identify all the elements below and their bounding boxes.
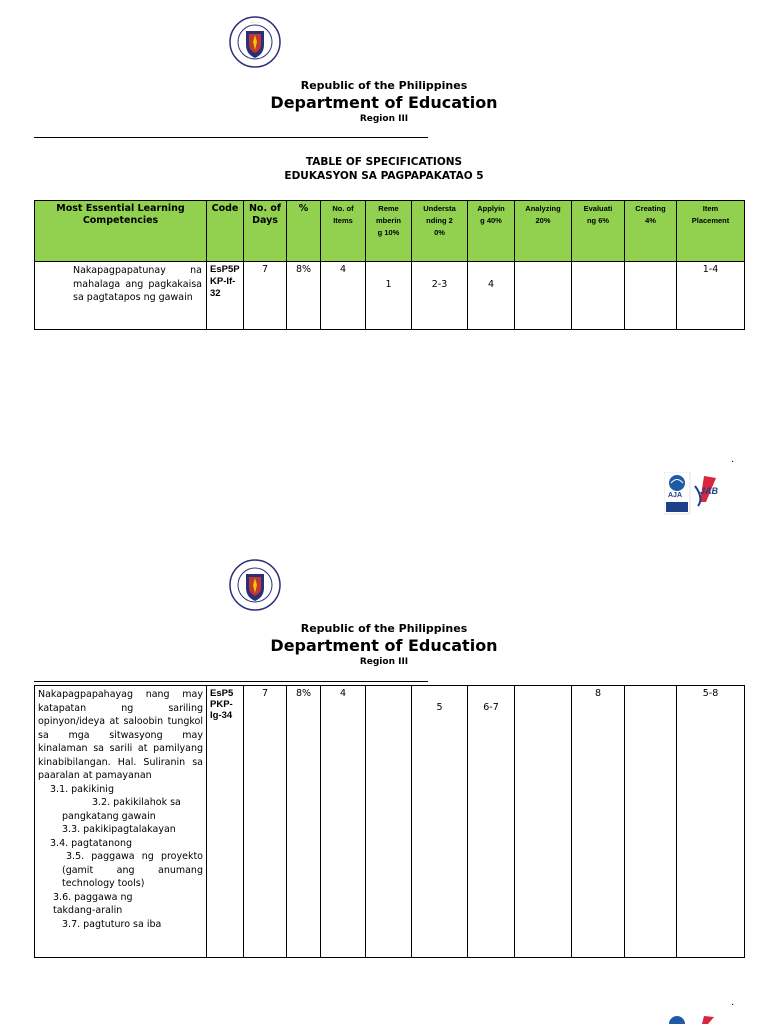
cert-logo-jab: JAB (700, 486, 719, 496)
competency-main-text: Nakapagpapahayag nang may katapatan ng sariling opinyon/ideya at saloobin tungkol sa mga sitwasyong may kinalaman sa sarili at pamilyang kinabibilangan. Hal. Suliranin sa paaralan at pamayanan (38, 689, 203, 781)
applying-cell: 4 (468, 262, 515, 330)
remembering-cell: 1 (366, 262, 412, 330)
department-heading: Department of Education (270, 93, 498, 112)
sub-item-6: 3.6. paggawa ng takdang-aralin (53, 891, 133, 916)
republic-heading: Republic of the Philippines (300, 622, 468, 635)
code-text: EsP5PKP-If-32 (210, 264, 240, 299)
col-items-label: No. of Items (332, 204, 354, 225)
col-creating-label: Creating 4% (635, 204, 666, 225)
analyzing-cell (515, 686, 572, 958)
table-row (35, 686, 745, 958)
col-remembering-label: Remembering 10% (375, 204, 401, 237)
code-text: EsP5 PKP-Ig-34 (210, 688, 234, 721)
evaluating-cell: 8 (572, 686, 625, 958)
sub-item-5: 3.5. paggawa ng proyekto (gamit ang anumang technology tools) (62, 851, 203, 889)
col-competencies: Most Essential Learning Competencies (35, 201, 207, 262)
applying-cell: 6-7 (468, 686, 515, 958)
col-analyzing: Analyzing 20% (515, 201, 572, 262)
competency-cell (35, 686, 207, 958)
percent-cell: 8% (287, 262, 321, 330)
region-heading: Region III (359, 114, 409, 124)
deped-seal-icon (229, 559, 281, 611)
days-cell: 7 (244, 686, 287, 958)
competency-cell: Nakapagpapatunay na mahalaga ang pagkakaisa sa pagtatapos ng gawain (35, 262, 207, 330)
certification-logos-icon (664, 1014, 730, 1024)
items-cell: 4 (321, 262, 366, 330)
footer-dot: . (731, 997, 735, 1008)
placement-cell: 5-8 (677, 686, 745, 958)
placement-cell: 1-4 (677, 262, 745, 330)
cert-logo-aja: AJA (668, 492, 683, 499)
days-cell: 7 (244, 262, 287, 330)
percent-cell: 8% (287, 686, 321, 958)
sub-item-3: 3.3. pakikipagtalakayan (62, 824, 176, 835)
remembering-cell (366, 686, 412, 958)
sub-item-2: 3.2. pakikilahok sa pangkatang gawain (62, 797, 181, 822)
code-cell (207, 686, 244, 958)
col-percent: % (287, 201, 321, 262)
republic-heading: Republic of the Philippines (300, 79, 468, 92)
col-days: No. of Days (244, 201, 287, 262)
footer-dot: . (731, 454, 735, 465)
sub-item-1: 3.1. pakikinig (50, 783, 114, 795)
sub-item-7: 3.7. pagtuturo sa iba (62, 918, 162, 930)
col-understanding-label: Understanding 20% (423, 204, 456, 237)
title-line-2: EDUKASYON SA PAGPAPAKATAO 5 (284, 170, 484, 182)
region-heading: Region III (359, 657, 409, 667)
understanding-cell: 5 (412, 686, 468, 958)
creating-cell (625, 686, 677, 958)
items-cell: 4 (321, 686, 366, 958)
title-line-1: TABLE OF SPECIFICATIONS (305, 156, 463, 168)
svg-text:· · · · ·: · · · · · (249, 21, 261, 25)
specifications-table-continued (34, 685, 745, 958)
understanding-cell: 2-3 (412, 262, 468, 330)
col-placement-label: Item Placement (691, 204, 730, 225)
col-applying-label: Applying 40% (477, 204, 505, 225)
sub-item-4: 3.4. pagtatanong (50, 837, 133, 849)
header-rule (34, 681, 428, 682)
col-code: Code (207, 201, 244, 262)
department-heading: Department of Education (270, 636, 498, 655)
col-evaluating-label: Evaluating 6% (583, 204, 613, 225)
